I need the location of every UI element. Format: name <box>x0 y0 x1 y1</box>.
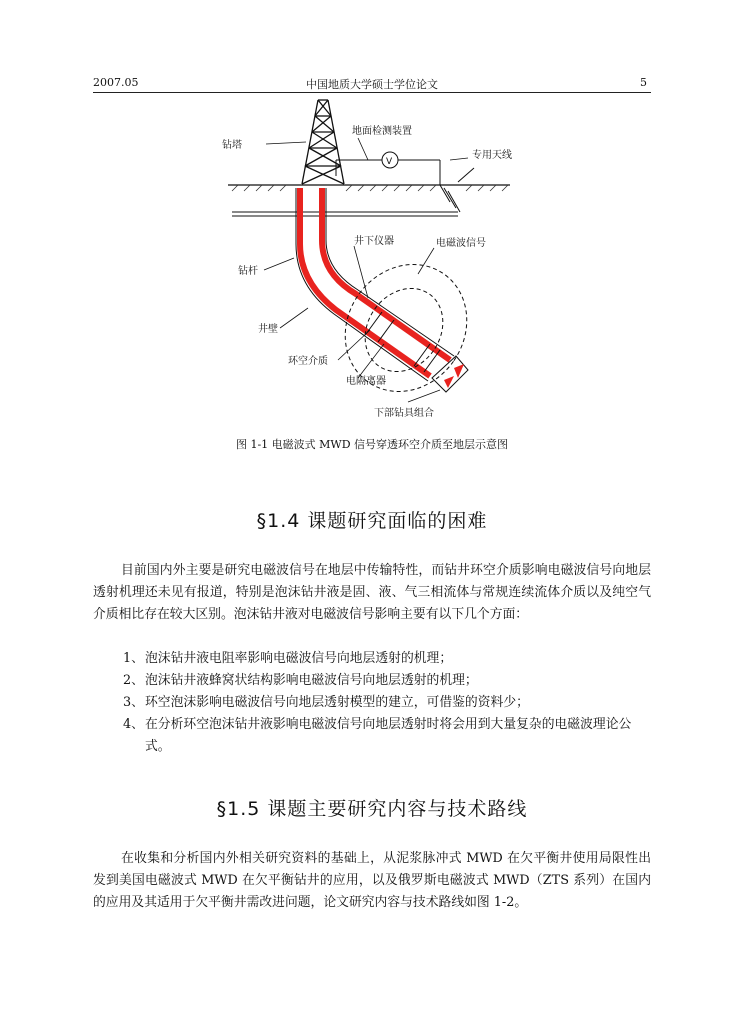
list-item: 2、 泡沫钻井液蜂窝状结构影响电磁波信号向地层透射的机理； <box>123 673 478 688</box>
label-antenna: 专用天线 <box>472 150 512 161</box>
label-downhole-tool: 井下仪器 <box>354 236 394 247</box>
label-annulus-medium: 环空介质 <box>288 356 328 367</box>
label-drill-rod: 钻杆 <box>238 266 258 277</box>
label-em-signal: 电磁波信号 <box>436 238 486 249</box>
ground-hatch <box>232 185 508 191</box>
list-item: 1、 泡沫钻井液电阻率影响电磁波信号向地层透射的机理； <box>123 651 453 666</box>
list-item: 4、 在分析环空泡沫钻井液影响电磁波信号向地层透射时将会用到大量复杂的电磁波理论公式。 <box>123 717 632 754</box>
label-insulator: 电隔离器 <box>346 376 386 387</box>
section-1-5-paragraph: 在收集和分析国内外相关研究资料的基础上，从泥浆脉冲式 MWD 在欠平衡井使用局限性出发到美国电磁波式 MWD 在欠平衡钻井的应用，以及俄罗斯电磁波式 MWD（ZTS 系列）在国内的应用及其适用于欠平衡井需改进问题，论文研究内容与技术路线如图 1-2。 <box>93 851 651 910</box>
header-page-number: 5 <box>640 76 647 89</box>
label-surface-device: 地面检测装置 <box>352 126 412 137</box>
header-thesis-title: 中国地质大学硕士学位论文 <box>306 78 438 91</box>
list-item: 3、 环空泡沫影响电磁波信号向地层透射模型的建立，可借鉴的资料少； <box>123 695 529 710</box>
antenna <box>440 168 474 212</box>
em-mwd-schematic <box>218 98 518 424</box>
label-derrick: 钻塔 <box>222 140 242 151</box>
section-1-4-paragraph: 目前国内外主要是研究电磁波信号在地层中传输特性，而钻井环空介质影响电磁波信号向地层透射机理还未见有报道，特别是泡沫钻井液是固、液、气三相流体与常规连续流体介质以及纯空气介质相比存在较大区别。泡沫钻井液对电磁波信号影响主要有以下几个方面： <box>93 563 651 622</box>
label-bha: 下部钻具组合 <box>374 408 434 419</box>
voltmeter-symbol: V <box>386 157 393 167</box>
figure-caption: 图 1-1 电磁波式 MWD 信号穿透环空介质至地层示意图 <box>235 438 509 451</box>
label-well-wall: 井壁 <box>258 324 278 335</box>
page-header <box>93 72 651 93</box>
drill-bit <box>432 356 468 392</box>
derrick <box>302 100 344 184</box>
header-date: 2007.05 <box>93 76 139 89</box>
section-title-1-4: §1.4 课题研究面临的困难 <box>256 510 488 532</box>
figure-em-mwd-diagram <box>218 98 518 424</box>
difficulty-list <box>93 648 651 758</box>
section-title-1-5: §1.5 课题主要研究内容与技术路线 <box>216 798 528 820</box>
